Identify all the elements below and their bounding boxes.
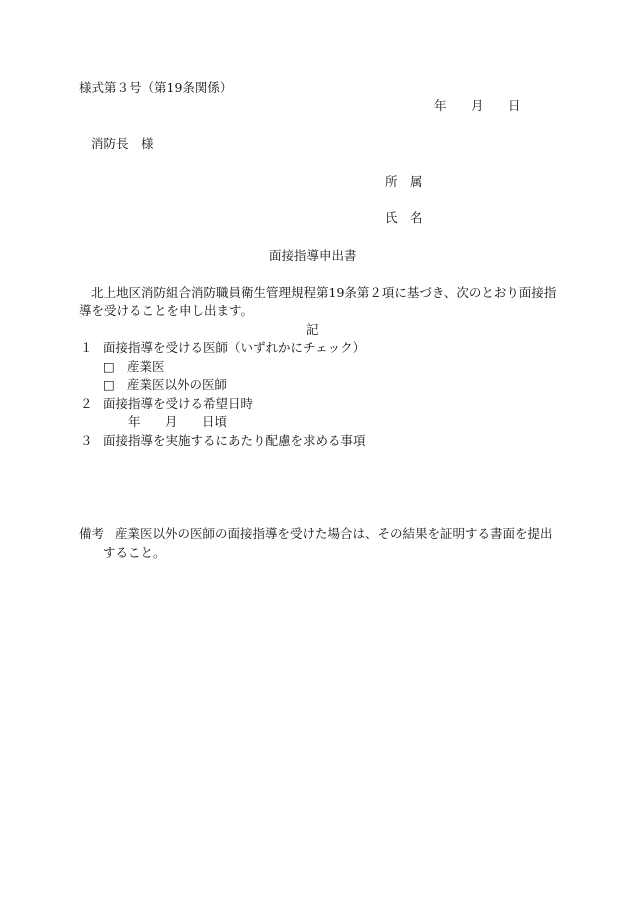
name-label: 氏 名 xyxy=(385,210,423,225)
ki-heading: 記 xyxy=(306,322,319,337)
form-number: 様式第３号（第19条関係） xyxy=(79,80,233,95)
item-text: 面接指導を受ける医師（いずれかにチェック） xyxy=(103,340,366,355)
item-text: 面接指導を受ける希望日時 xyxy=(103,396,254,411)
item-number: ２ xyxy=(80,396,93,411)
date-month-label: 月 xyxy=(471,98,484,113)
document-title: 面接指導申出書 xyxy=(269,248,357,263)
item-text: 面接指導を実施するにあたり配慮を求める事項 xyxy=(103,433,366,448)
date-year-label: 年 xyxy=(434,98,447,113)
remarks-line-1: 産業医以外の医師の面接指導を受けた場合は、その結果を証明する書面を提出 xyxy=(115,526,553,541)
desired-year-label: 年 xyxy=(128,414,141,429)
addressee: 消防長 様 xyxy=(91,136,154,151)
desired-month-label: 月 xyxy=(165,414,178,429)
remarks-label: 備考 xyxy=(79,526,105,541)
item-number: ３ xyxy=(80,433,93,448)
checkbox-label: 産業医以外の医師 xyxy=(127,377,228,392)
checkbox-other-physician[interactable]: □ xyxy=(103,377,115,392)
checkbox-label: 産業医 xyxy=(127,359,165,374)
remarks-line-2: すること。 xyxy=(103,545,166,560)
affiliation-label: 所 属 xyxy=(385,174,423,189)
item-number: １ xyxy=(80,340,93,355)
intro-line-1: 北上地区消防組合消防職員衛生管理規程第19条第２項に基づき、次のとおり面接指 xyxy=(91,285,557,300)
checkbox-industrial-physician[interactable]: □ xyxy=(103,359,115,374)
intro-line-2: 導を受けることを申し出ます。 xyxy=(79,303,254,318)
desired-day-label: 日頃 xyxy=(202,414,228,429)
date-day-label: 日 xyxy=(508,98,521,113)
